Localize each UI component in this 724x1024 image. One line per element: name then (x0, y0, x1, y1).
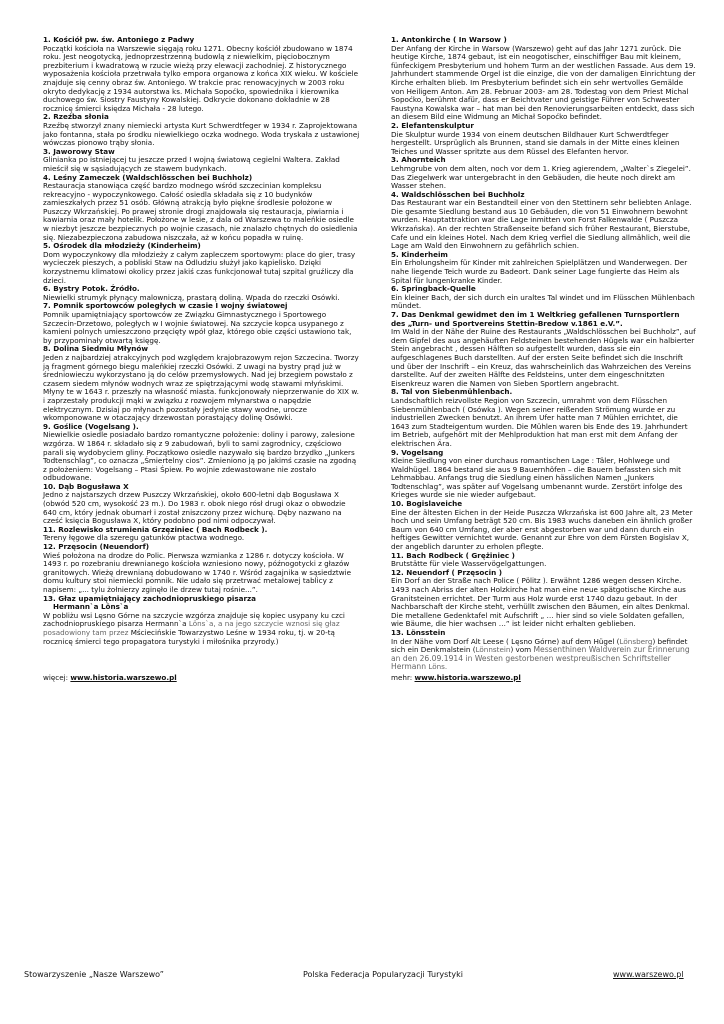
section-r1 (391, 36, 696, 122)
section-r3 (391, 156, 696, 190)
section-r13 (391, 629, 696, 672)
section-text: Niewielki strumyk płynący malowniczą, prastarą doliną. Wpada do rzeczki Osówki. (43, 292, 340, 302)
section-r4 (391, 191, 696, 251)
section-r10 (391, 500, 696, 552)
more-label: mehr: (391, 672, 413, 682)
section-l2 (43, 113, 361, 147)
section-text: Ein Erholungsheim für Kinder mit zahlreichen Spielplätzen und Wanderwegen. Der nahe liegende Teich wurde zu Badeort. Dank seiner Lage fungierte das Heim als Spital für lungenkranke Kinder. (391, 258, 688, 285)
section-text: Der Anfang der Kirche in Warsow (Warszewo) geht auf das Jahr 1271 zurück. Die heutige Kirche, 1874 gebaut, ist ein neogotischer, einschiffiger Bau mit kleinem, fünfeckigem Presbyterium und hohem Turm an der westlichen Fassade. Aus dem 19. Jahrhundert stammende Orgel ist die einzige, die von der damaligen Einrichtung der Kirche erhalten blieb. Im Presbyterium befindet sich ein sehr wertvolles Gemälde von Heiligem Anton. Am 28. Februar 2003- am 28. Todestag von dem Priest Michal Sopoćko, berühmt dafür, dass er Beichtvater und geistige Führer von Schwester Faustyna Kowalska war – hat man bei den Renovierungsarbeiten entdeckt, dass sich an diesem Bild eine Widmung an Michał Sopoćko befindet. (391, 43, 696, 122)
more-link[interactable]: www.historia.warszewo.pl (414, 672, 521, 682)
section-text: Kleine Siedlung von einer durchaus romantischen Lage : Täler, Hohlwege und Waldhügel. 1864 bestand sie aus 9 Bauernhöfen – die Bauern befassten sich mit Lehmabbau. Anfangs trug die Siedlung einen hässlichen Namen „Junkers Todtenschlag”, was später auf Vogelsang umbenannt wurde. Zerstört infolge des Krieges wurde sie nie wieder aufgebaut. (391, 456, 683, 500)
section-heading: 12. Przęsocin (Neuendorf) (43, 542, 149, 552)
section-text-gray: Lönnstein (475, 645, 511, 655)
section-heading: 9. Vogelsang (391, 447, 444, 457)
section-text-part: ) vom (510, 645, 532, 655)
section-heading: 3. Ahornteich (391, 155, 446, 165)
section-heading: 10. Dąb Bogusława X (43, 481, 129, 491)
section-text-gray: Messenthinen Waldverein zur Erinnerung an den 26.09.1914 in Westen gestorbenen westpreußischen Schriftsteller Hermann (391, 645, 690, 672)
right-column-german (391, 36, 696, 683)
section-text (391, 638, 696, 672)
section-text: Jedno z najstarszych drzew Puszczy Wkrzańskiej, około 600-letni dąb Bogusława X (obwód 520 cm, wysokość 23 m.). Do 1983 r. obok niego rósł drugi okaz o obwodzie 640 cm, który jednak obumarł i został zniszczony przez wichurę. Dęby nazwano na cześć księcia Bogusława X, który podobno pod nimi odpoczywał. (43, 490, 346, 526)
section-l5 (43, 242, 361, 285)
section-text: Niewielkie osiedle posiadało bardzo romantyczne położenie: doliny i parowy, zalesione wzgórza. W 1864 r. składało się z 9 zabudowań, byli to sami zagrodnicy, częściowo parali się wydobyciem gliny. Początkowo osiedle nazywało się bardzo brzydko „Junkers Todtenschlag”, co oznacza „Śmiertelny cios”. Zmieniono ją po jakimś czasie na zgodną z położeniem: Vogelsang – Ptasi Śpiew. Po wojnie zdewastowane nie zostało odbudowane. (43, 430, 357, 483)
section-l1 (43, 36, 361, 113)
section-text: Rzeźbę stworzył znany niemiecki artysta Kurt Schwerdtfeger w 1934 r. Zaprojektowana jako fontanna, stała po środku niewielkiego oczka wodnego. Woda tryskała z ustawionej wówczas pionowo trąby słonia. (43, 120, 360, 148)
section-heading: 4. Leśny Zameczek (Waldschlösschen bei Buchholz) (43, 172, 253, 182)
section-text: Landschaftlich reizvollste Region von Szczecin, umrahmt von dem Flüsschen Siebenmühlenbach ( Osówka ). Wegen seiner reißenden Strömung wurde er zu industriellen Zwecken benutzt. An ihrem Ufer hatte man 7 Mühlen errichtet, die 1643 zum Stadteigentum wurden. Die Mühlen waren bis Ende des 19. Jahrhundert im Betrieb, aufgehört mit der Mehlproduktion hat man erst mit dem Anfang der elektrischen Ära. (391, 395, 688, 448)
section-text-gray: Löns`a, a (188, 619, 223, 629)
section-text-part: Mściecińskie Towarzystwo Leśne w 1934 roku, tj. w 20-tą rocznicę śmierci tego propagatora turystyki i miłośnika przyrody.) (43, 627, 335, 646)
section-l10 (43, 483, 361, 526)
section-heading-continued: Hermann`a Löns`a (53, 602, 129, 612)
section-text-part: W pobliżu wsi Lęsno Górne na szczycie wzgórza znajduje się kopiec usypany ku czci zachodniopruskiego pisarza Hermann`a (43, 610, 345, 629)
section-text-part: ) befindet sich ein Denkmalstein ( (391, 636, 688, 655)
section-text: Glinianka po istniejącej tu jeszcze przed I wojną światową cegielni Waltera. Zakład mieścił się w sąsiadujących ze stawem budynkach. (43, 155, 340, 173)
section-heading: 12. Neuendorf ( Przęsocin ) (391, 567, 502, 577)
section-heading: 13. Lönsstein (391, 627, 446, 637)
section-heading: 6. Bystry Potok. Źródło. (43, 284, 140, 294)
section-text: Lehmgrube von dem alten, noch vor dem 1. Krieg agierendem, „Walter`s Ziegelei”. Das Ziegelwerk war untergebracht in den Gebäuden, die heute noch direkt am Wasser stehen. (391, 163, 691, 191)
more-info (391, 674, 696, 683)
section-text-gray: Lönsberg (619, 636, 653, 646)
section-text: Das Restaurant war ein Bestandteil einer von den Stettinern sehr beliebten Anlage. Die gesamte Siedlung bestand aus 10 Gebäuden, die von 51 Einwohnern bewohnt wurden. Hauptattraktion war die Lage inmitten von Forst Falkenwalde ( Puszcza Wkrzańska). An der rechten Straßenseite befand sich früher Restaurant, Bierstube, Cafe und ein kleines Hotel. Nach dem Krieg verfiel die Siedlung allmählich, weil die Lage am Wald den Einwohnern zu gefährlich schien. (391, 198, 692, 251)
section-text: Die Skulptur wurde 1934 von einem deutschen Bildhauer Kurt Schwerdtfeger hergestellt. Ursprüglich als Brunnen, stand sie damals in der Mitte eines kleinen Teiches und Wasser spritzte aus dem Rüssel des Elefanten hervor. (391, 129, 680, 156)
section-heading: 10. Bogislaveiche (391, 499, 463, 509)
section-r2 (391, 122, 696, 156)
section-heading: 8. Tal von Siebenmühlenbach. (391, 387, 513, 397)
section-text: Ein Dorf an der Straße nach Police ( Pölitz ). Erwähnt 1286 wegen dessen Kirche. 1493 nach Abriss der alten Holzkirche hat man eine neue spätgotische Kirche aus Granitsteinen errichtet. Der Turm aus Holz wurde erst 1740 dazu gebaut. In der Nachbarschaft der Kirche steht, verhüllt zwischen den Bäumen, ein altes Denkmal. Die metallene Gedenktafel mit Aufschrift „ … hier sind so viele Soldaten gefallen, wie Bäume, die hier wachsen …” ist leider nicht erhalten geblieben. (391, 576, 690, 629)
section-r5 (391, 251, 696, 285)
section-heading: 3. Jaworowy Staw (43, 146, 115, 156)
section-r9 (391, 449, 696, 501)
section-r8 (391, 388, 696, 448)
section-text (43, 612, 361, 646)
footer-website-link[interactable]: www.warszewo.pl (613, 970, 684, 979)
more-label: więcej: (43, 673, 69, 683)
section-text: Pomnik upamiętniający sportowców ze Związku Gimnastycznego i Sportowego Szczecin-Drzetowo, poległych w I wojnie światowej. Na szczycie kopca usypanego z kamieni polnych umieszczono przęcięty wpół głaz, którego obie części ustawiono tak, by przypominały otwartą księgę. (43, 310, 352, 345)
section-heading: 2. Rzeźba słonia (43, 112, 109, 122)
section-heading: 7. Pomnik sportowców poległych w czasie I wojny światowej (43, 301, 288, 311)
section-l12 (43, 543, 361, 595)
section-heading: 11. Rozlewisko strumienia Grzęziniec ( Bach Rodbeck ). (43, 524, 268, 534)
section-text: Tereny łęgowe dla szeregu gatunków ptactwa wodnego. (43, 533, 245, 543)
section-text: Jeden z najbardziej atrakcyjnych pod względem krajobrazowym rejon Szczecina. Tworzy ją fragment górnego biegu maleńkiej rzeczki Osówki. Z uwagi na bystry prąd już w średniowieczu wykorzystano ją do celów przemysłowych. Nad jej brzegiem powstało z czasem siedem młynów wodnych wraz ze spiętrzającymi wodę stawami młyńskimi. Młyny te w 1643 r. przeszły na własność miasta. funkcjonowały nieprzerwanie do XIX w. i zaprzestały produkcji mąki w związku z rozwojem młynarstwa o napędzie elektrycznym. Dzisiaj po młynach pozostały jedynie stawy wodne, urocze wkomponowane w otaczający drzewostan porastający dolinę Osówki. (43, 352, 359, 423)
section-text: Brutstätte für viele Wasservögelgattungen. (391, 559, 547, 569)
section-heading: 11. Bach Rodbeck ( Grężiniec ) (391, 550, 515, 560)
section-text: Im Wald in der Nähe der Ruine des Restaurants „Waldschlösschen bei Buchholz”, auf dem Gipfel des aus angehäuften Feldsteinen bestehenden Hügels war ein halbierter Stein angebracht , dessen Hälften so aufgestellt wurden, dass sie ein aufgeschlagenes Buch darstellten. Auf der ersten Seite befindet sich die Inschrift und über der Inschrift – ein Kreuz, das wahrscheinlich das Wahrzeichen des Vereins darstellte. Auf der zweiten Hälfte des Feldsteins, unter dem eingeschnitzten Eisenkreuz waren die Namen von Sieben Sportlern angebracht. (391, 327, 696, 388)
left-column-polish (43, 36, 361, 683)
section-heading: 1. Kościół pw. św. Antoniego z Padwy (43, 35, 195, 44)
footer-federation: Polska Federacja Popularyzacji Turystyki (303, 970, 463, 979)
section-l3 (43, 148, 361, 174)
section-l9 (43, 423, 361, 483)
footer-organization: Stowarzyszenie „Nasze Warszewo” (24, 970, 164, 979)
section-r6 (391, 285, 696, 311)
more-link[interactable]: www.historia.warszewo.pl (70, 673, 177, 683)
section-text: Eine der ältesten Eichen in der Heide Puszcza Wkrzańska ist 600 Jahre alt, 23 Meter hoch und sein Umfang beträgt 520 cm. Bis 1983 wuchs daneben ein ähnlich großer Baum von 640 cm Umfang, der aber erst abgestorben war und dann durch ein heftiges Gewitter vernichtet wurde. Genannt zur Ehre von dem Fürsten Bogislav X, der angeblich darunter zu erholen pflegte. (391, 507, 693, 552)
section-text: Dom wypoczynkowy dla młodzieży z całym zapleczem sportowym: place do gier, trasy wycieczek pieszych, a pobliski Staw na Odludziu służył jako kąpielisko. Dzięki korzystnemu klimatowi okolicy przez jakiś czas funkcjonował tutaj szpital gruźliczy dla dzieci. (43, 249, 356, 285)
section-text: Początki kościoła na Warszewie sięgają roku 1271. Obecny kościół zbudowano w 1874 roku. Jest neogotycką, jednoprzestrzenną budowlą z niewielkim, pięciobocznym prezbiterium i kwadratową w rzucie wieżą przy elewacji zachodniej. Z historycznego wyposażenia kościoła przetrwała tylko empora organowa z końca XIX wieku. W kościele znajduje się cenny obraz św. Antoniego. W trakcie prac renowacyjnych w 2003 roku okryto dedykację z 1934 autorstwa ks. Michała Sopoćko, spowiednika i kierownika duchowego św. Siostry Faustyny Kowalskiej. Odkrycie dokonano dokładnie w 28 rocznicę śmierci księdza Michała - 28 lutego. (43, 43, 359, 113)
section-l6 (43, 285, 361, 302)
section-heading: 6. Springback-Quelle (391, 284, 476, 294)
section-heading: 5. Kinderheim (391, 249, 448, 259)
section-heading: 9. Goślice (Vogelsang ). (43, 421, 139, 431)
section-text: Ein kleiner Bach, der sich durch ein uraltes Tal windet und im Flüsschen Mühlenbach mündet. (391, 292, 695, 311)
section-text-part: In der Nähe vom Dorf Alt Leese ( Lęsno Górne) auf dem Hügel ( (391, 636, 620, 646)
more-info (43, 674, 361, 683)
section-l13 (43, 595, 361, 647)
section-l4 (43, 174, 361, 243)
section-heading: 13. Głaz upamiętniający zachodniopruskiego pisarza (43, 593, 257, 603)
section-heading: 7. Das Denkmal gewidmet den im 1 Weltkrieg gefallenen Turnsportlern des „Turn- und Sportvereins Stettin-Bredow v.1861 e.V.”. (391, 310, 680, 328)
section-text-gray: Löns. (428, 662, 448, 672)
section-text: Restauracja stanowiąca część bardzo modnego wśród szczecinian kompleksu rekreacyjno - wypoczynkowego. Całość osiedla składała się z 10 budynków zamieszkałych przez 51 osób. Główną atrakcją było piękne środlesie położone w Puszczy Wkrzańskiej. Po prawej stronie drogi znajdowała się restauracja, piwiarnia i kawiarnia oraz mały hotelik. Położone w lesie, z dala od Warszewa to maleńkie osiedle w niezbyt jeszcze bezpiecznych po wojnie czasach, nie znalazło chętnych do osiedlenia się. Niezabezpieczona zabudowa niszczała, aż w końcu popadła w ruinę. (43, 181, 358, 242)
section-heading: 5. Ośrodek dla młodzieży (Kinderheim) (43, 241, 201, 251)
section-l11 (43, 526, 361, 543)
section-heading: 2. Elefantenskulptur (391, 120, 474, 130)
section-l7 (43, 302, 361, 345)
section-text-gray: na jego szczycie wznosi się głaz posadowiony tam przez (43, 619, 340, 637)
section-text: Wieś położona na drodze do Polic. Pierwsza wzmianka z 1286 r. dotyczy kościoła. W 1493 r. po rozebraniu drewnianego kościoła wzniesiono nowy, późnogotycki z głazów granitowych. Wieżę drewnianą dobudowano w 1740 r. Wśród zagajnika w sąsiedztwie domu kultury stoi niemiecki pomnik. Nie udało się przetrwać metalowej tablicy z napisem: „... tylu żołnierzy zginęło ile drzew tutaj rośnie...”. (43, 550, 352, 594)
section-heading: 4. Waldschlösschen bei Buchholz (391, 189, 525, 199)
section-r7 (391, 311, 696, 388)
section-heading: 1. Antonkirche ( In Warsow ) (391, 35, 507, 44)
section-r12 (391, 569, 696, 629)
section-heading: 8. Dolina Siedmiu Młynów (43, 344, 148, 354)
section-l8 (43, 345, 361, 422)
section-r11 (391, 552, 696, 569)
